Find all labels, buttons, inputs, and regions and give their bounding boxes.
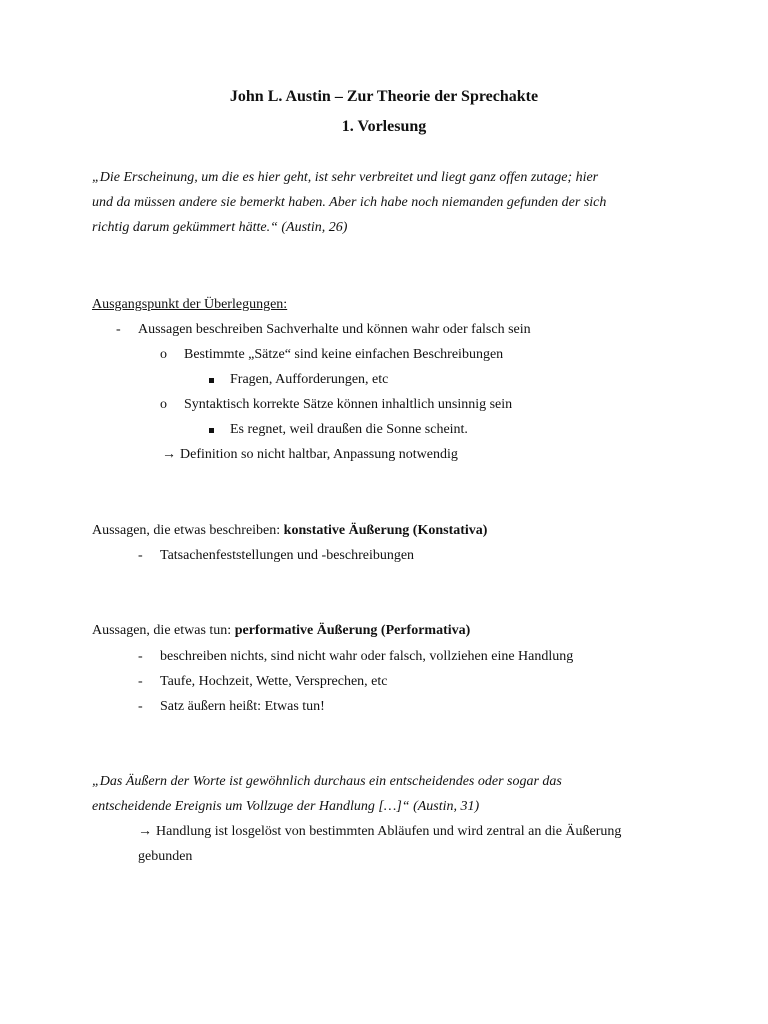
dash-marker: -: [138, 699, 143, 714]
section1-conclusion-text: Definition so nicht haltbar, Anpassung notwendig: [180, 447, 458, 462]
dash-marker: -: [116, 322, 121, 337]
dash-marker: -: [138, 548, 143, 563]
square-bullet-icon: [209, 378, 214, 383]
section1-heading: Ausgangspunkt der Überlegungen:: [92, 297, 288, 312]
section3-heading: [92, 622, 470, 640]
section1-sub1-detail: Fragen, Aufforderungen, etc: [230, 372, 389, 387]
section2-heading: [92, 522, 487, 540]
arrow-right-icon: →: [162, 447, 176, 462]
document-subtitle: 1. Vorlesung: [341, 118, 427, 135]
section2-term: konstative Äußerung (Konstativa): [283, 523, 488, 538]
quote2-conclusion-line2: gebunden: [138, 849, 193, 864]
square-bullet-icon: [209, 428, 214, 433]
section3-item1: beschreiben nichts, sind nicht wahr oder falsch, vollziehen eine Handlung: [160, 649, 574, 664]
quote2-conclusion-text: Handlung ist losgelöst von bestimmten Abläufen und wird zentral an die Äußerung: [156, 824, 622, 839]
dash-marker: -: [138, 674, 143, 689]
quote1-line3: richtig darum gekümmert hätte.“ (Austin, 26): [92, 220, 348, 235]
section2-item1: Tatsachenfeststellungen und -beschreibungen: [160, 548, 415, 563]
section1-item1: Aussagen beschreiben Sachverhalte und können wahr oder falsch sein: [138, 322, 531, 337]
quote2-line1: „Das Äußern der Worte ist gewöhnlich durchaus ein entscheidendes oder sogar das: [92, 774, 562, 789]
section3-item3: Satz äußern heißt: Etwas tun!: [160, 699, 325, 714]
dash-marker: -: [138, 649, 143, 664]
circle-marker: o: [160, 347, 167, 362]
section1-sub1: Bestimmte „Sätze“ sind keine einfachen Beschreibungen: [184, 347, 504, 362]
quote1-line2: und da müssen andere sie bemerkt haben. Aber ich habe noch niemanden gefunden der sich: [92, 195, 607, 210]
section3-lead: Aussagen, die etwas tun:: [92, 623, 235, 638]
document-title: John L. Austin – Zur Theorie der Sprechakte: [229, 88, 539, 105]
section3-term: performative Äußerung (Performativa): [234, 623, 471, 638]
quote2-conclusion-line1: [138, 823, 621, 841]
circle-marker: o: [160, 397, 167, 412]
quote2-line2: entscheidende Ereignis um Vollzuge der Handlung […]“ (Austin, 31): [92, 799, 480, 814]
section1-conclusion: [162, 446, 458, 464]
section3-item2: Taufe, Hochzeit, Wette, Versprechen, etc: [160, 674, 388, 689]
section1-sub2-detail: Es regnet, weil draußen die Sonne scheint.: [230, 422, 468, 437]
section2-lead: Aussagen, die etwas beschreiben:: [92, 523, 284, 538]
quote1-line1: „Die Erscheinung, um die es hier geht, ist sehr verbreitet und liegt ganz offen zutage; hier: [92, 170, 599, 185]
section1-sub2: Syntaktisch korrekte Sätze können inhaltlich unsinnig sein: [184, 397, 513, 412]
arrow-right-icon: →: [138, 824, 152, 839]
